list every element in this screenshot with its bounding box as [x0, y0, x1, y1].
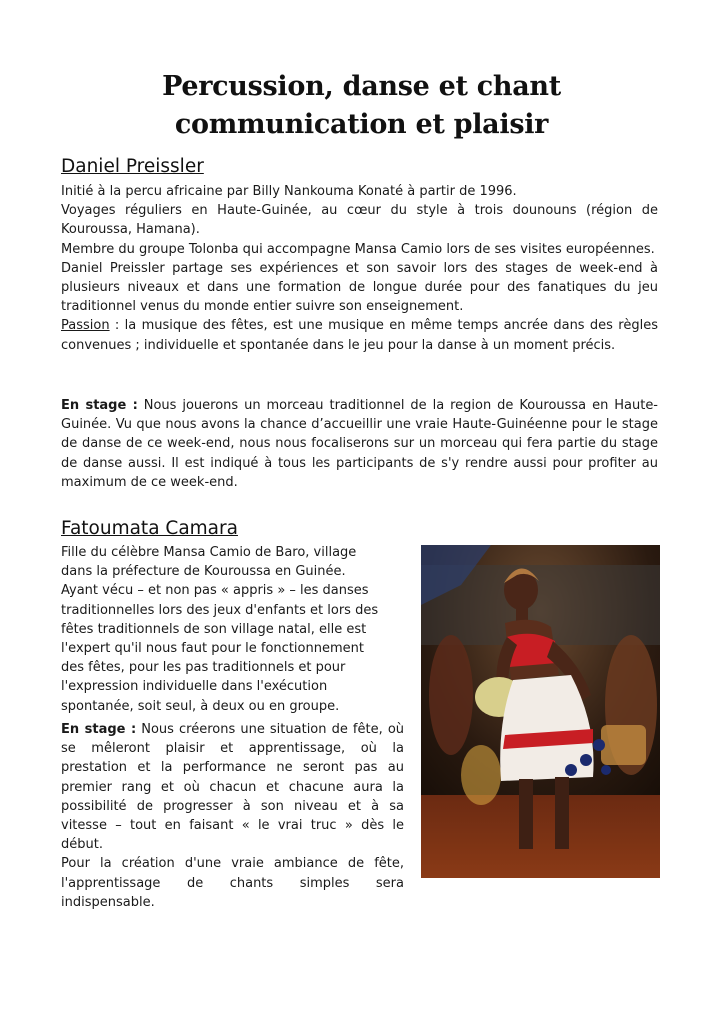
passion-paragraph — [61, 316, 658, 354]
intro-line: Ayant vécu – et non pas « appris » – les danses — [61, 583, 369, 599]
stage-label: En stage : — [61, 398, 138, 413]
tassel — [565, 764, 577, 776]
section-body-daniel-preissler — [61, 182, 658, 355]
page-title-line-1: Percussion, danse et chant — [162, 71, 561, 102]
tassel — [593, 739, 605, 751]
intro-line: l'expression individuelle dans l'exécution — [61, 679, 328, 695]
section-heading-fatoumata-camara: Fatoumata Camara — [61, 518, 238, 539]
dancer-illustration — [421, 545, 660, 878]
passion-text: la musique des fêtes, est une musique en même temps ancrée dans des règles convenues ; individuelle et spontanée dans le jeu pour la danse à un moment précis. — [61, 318, 658, 353]
stage-label: En stage : — [61, 722, 137, 737]
dancer-leg — [555, 777, 569, 849]
background-figure — [429, 635, 473, 755]
intro-line: fêtes traditionnels de son village natal, elle est — [61, 621, 367, 637]
stage-paragraph — [61, 720, 404, 854]
paragraph: Initié à la percu africaine par Billy Nankouma Konaté à partir de 1996. — [61, 184, 517, 199]
page-title — [0, 68, 723, 144]
stage-paragraph-fatoumata — [61, 720, 404, 912]
intro-line: des fêtes, pour les pas traditionnels et pour — [61, 660, 346, 676]
background-figure — [461, 745, 501, 805]
stage-text: Nous créerons une situation de fête, où se mêleront plaisir et apprentissage, où la prestation et la performance ne seront pas au premier rang et où chacun et chacune aura la possibilité de progresser à son niveau et à sa vitesse – tout en faisant « le vrai truc » dès le début. — [61, 722, 405, 853]
tassel — [601, 765, 611, 775]
paragraph: Daniel Preissler partage ses expériences et son savoir lors des stages de week-end à plusieurs niveaux et dans une formation de longue durée pour des fanatiques du jeu traditionnel venus du monde entier suivre son enseignement. — [61, 260, 658, 315]
passion-separator: : — [109, 318, 120, 334]
passion-label: Passion — [61, 318, 110, 334]
dancer-photo — [421, 545, 660, 878]
closing-paragraph: Pour la création d'une vraie ambiance de fête, l'apprentissage de chants simples sera indispensable. — [61, 856, 404, 910]
intro-line: traditionnelles lors des jeux d'enfants et lors des — [61, 602, 379, 618]
tassel — [580, 754, 592, 766]
paragraph: Membre du groupe Tolonba qui accompagne Mansa Camio lors de ses visites européennes. — [61, 241, 655, 257]
page-title-line-2: communication et plaisir — [174, 109, 549, 140]
intro-line: dans la préfecture de Kouroussa en Guinée. — [61, 564, 346, 580]
dancer-leg — [519, 779, 533, 849]
intro-line: spontanée, soit seul, à deux ou en groupe. — [61, 698, 340, 714]
intro-line: l'expert qu'il nous faut pour le fonctionnement — [61, 641, 364, 657]
stage-floor — [421, 795, 660, 878]
background-drummer — [601, 725, 646, 765]
stage-paragraph-daniel — [61, 396, 658, 492]
stage-text: Nous jouerons un morceau traditionnel de la region de Kouroussa en Haute-Guinée. Vu que nous avons la chance d’accueillir une vraie Haute-Guinéenne pour le stage de danse de ce week-end, nous nous focaliserons sur un morceau qui fera partie du stage de danse aussi. Il est indiqué à tous les participants de s'y rendre aussi pour profiter au maximum de ce week-end. — [61, 398, 659, 490]
section-heading-daniel-preissler: Daniel Preissler — [61, 156, 204, 177]
intro-line: Fille du célèbre Mansa Camio de Baro, village — [61, 545, 357, 560]
section-intro-fatoumata — [61, 543, 404, 716]
paragraph: Voyages réguliers en Haute-Guinée, au cœur du style à trois dounouns (région de Kouroussa, Hamana). — [61, 203, 658, 238]
